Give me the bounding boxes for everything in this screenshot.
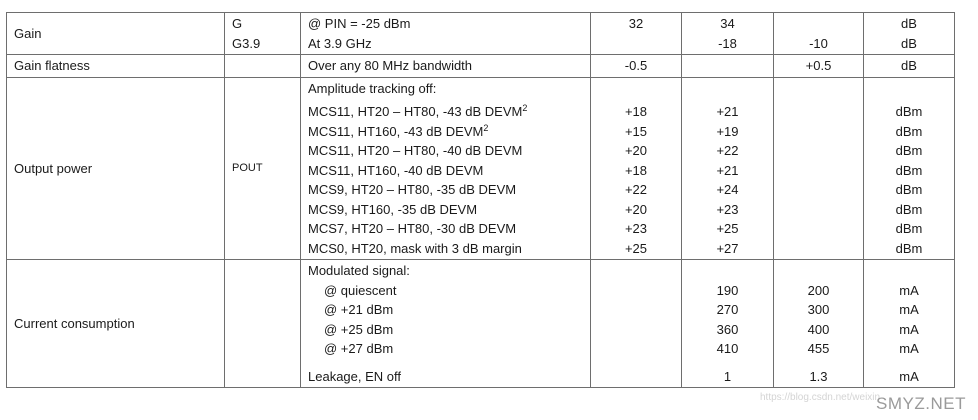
output-power-unit-7: dBm bbox=[895, 240, 923, 256]
current-max-2: 400 bbox=[807, 321, 830, 337]
current-parameter: Current consumption bbox=[7, 260, 225, 388]
current-max-0: 200 bbox=[807, 282, 830, 298]
gain-symbol-g: G bbox=[232, 16, 243, 31]
output-power-typ-2: +22 bbox=[716, 143, 739, 158]
gain-symbol bbox=[225, 13, 301, 55]
footnote-ref: 2 bbox=[483, 122, 489, 133]
current-conditions bbox=[301, 260, 591, 388]
output-power-unit-list bbox=[871, 102, 947, 258]
output-power-row bbox=[7, 77, 955, 260]
output-power-conditions bbox=[301, 77, 591, 260]
current-unit bbox=[864, 260, 955, 388]
output-power-unit-6: dBm bbox=[895, 221, 923, 236]
current-symbol bbox=[225, 260, 301, 388]
output-power-unit-2: dBm bbox=[895, 143, 923, 158]
output-power-unit-0: dBm bbox=[895, 104, 923, 119]
output-power-min-4: +22 bbox=[624, 182, 648, 197]
output-power-min-1: +15 bbox=[624, 123, 648, 139]
output-power-condition-7: MCS0, HT20, mask with 3 dB margin bbox=[308, 240, 522, 256]
current-condition-1: @ +21 dBm bbox=[324, 302, 394, 317]
gain-condition bbox=[301, 13, 591, 55]
output-power-typ-6: +25 bbox=[716, 221, 739, 236]
output-power-unit-3: dBm bbox=[895, 162, 923, 178]
output-power-min bbox=[591, 77, 682, 260]
current-unit-list bbox=[871, 281, 947, 359]
faint-watermark: https://blog.csdn.net/weixin bbox=[760, 392, 881, 403]
output-power-min-list bbox=[598, 102, 674, 258]
flatness-unit: dB bbox=[864, 55, 955, 78]
current-max bbox=[774, 260, 864, 388]
output-power-parameter: Output power bbox=[7, 77, 225, 260]
current-condition-0: @ quiescent bbox=[324, 282, 397, 298]
gain-typ-0: 34 bbox=[720, 16, 735, 31]
current-unit-0: mA bbox=[899, 282, 919, 298]
gain-unit-1: dB bbox=[901, 35, 917, 51]
output-power-condition-2: MCS11, HT20 – HT80, -40 dB DEVM bbox=[308, 143, 523, 158]
current-unit-1: mA bbox=[899, 302, 919, 317]
output-power-unit-5: dBm bbox=[895, 201, 923, 217]
current-unit-3: mA bbox=[899, 341, 919, 356]
leakage-typ: 1 bbox=[723, 368, 732, 384]
flatness-max: +0.5 bbox=[774, 55, 864, 78]
output-power-condition-0: MCS11, HT20 – HT80, -43 dB DEVM$^2$ bbox=[308, 103, 528, 119]
gain-min-0: 32 bbox=[628, 16, 644, 31]
output-power-condition-5: MCS9, HT160, -35 dB DEVM bbox=[308, 201, 478, 217]
gain-max bbox=[774, 13, 864, 55]
output-power-min-6: +23 bbox=[624, 221, 648, 236]
gain-unit bbox=[864, 13, 955, 55]
flatness-symbol bbox=[225, 55, 301, 78]
current-max-1: 300 bbox=[807, 302, 830, 317]
spec-table bbox=[6, 12, 955, 388]
output-power-condition-4: MCS9, HT20 – HT80, -35 dB DEVM bbox=[308, 182, 517, 197]
output-power-typ-4: +24 bbox=[716, 182, 739, 197]
gain-parameter: Gain bbox=[7, 13, 225, 55]
gain-typ bbox=[682, 13, 774, 55]
current-typ bbox=[682, 260, 774, 388]
gain-max-0 bbox=[781, 14, 856, 34]
gain-row bbox=[7, 13, 955, 55]
output-power-min-0: +18 bbox=[624, 104, 648, 119]
gain-typ-1: -18 bbox=[718, 35, 737, 51]
flatness-typ bbox=[682, 55, 774, 78]
output-power-condition-6: MCS7, HT20 – HT80, -30 dB DEVM bbox=[308, 221, 517, 236]
current-typ-0: 190 bbox=[716, 282, 739, 298]
flatness-condition: Over any 80 MHz bandwidth bbox=[301, 55, 591, 78]
current-min bbox=[591, 260, 682, 388]
output-power-condition-1: MCS11, HT160, -43 dB DEVM$^2$ bbox=[308, 122, 489, 139]
leakage-unit: mA bbox=[899, 368, 919, 384]
footnote-ref: 2 bbox=[522, 103, 528, 113]
output-power-typ-0: +21 bbox=[716, 104, 739, 119]
output-power-max bbox=[774, 77, 864, 260]
output-power-min-5: +20 bbox=[624, 201, 648, 217]
output-power-unit-1: dBm bbox=[895, 123, 923, 139]
current-max-list bbox=[781, 281, 856, 359]
current-unit-2: mA bbox=[899, 321, 919, 337]
output-power-condition-list bbox=[308, 102, 583, 258]
current-condition-3: @ +27 dBm bbox=[324, 341, 394, 356]
current-typ-list bbox=[689, 281, 766, 359]
output-power-typ-7: +27 bbox=[716, 240, 739, 256]
output-power-unit-4: dBm bbox=[895, 182, 923, 197]
leakage-max: 1.3 bbox=[809, 368, 828, 384]
gain-unit-0: dB bbox=[901, 16, 917, 31]
output-power-typ-5: +23 bbox=[716, 201, 739, 217]
output-power-min-2: +20 bbox=[624, 143, 648, 158]
current-max-3: 455 bbox=[807, 341, 830, 356]
output-power-min-7: +25 bbox=[624, 240, 648, 256]
flatness-parameter: Gain flatness bbox=[7, 55, 225, 78]
current-typ-2: 360 bbox=[716, 321, 739, 337]
site-watermark: SMYZ.NET bbox=[876, 394, 966, 413]
gain-min bbox=[591, 13, 682, 55]
output-power-typ-list bbox=[689, 102, 766, 258]
output-power-typ bbox=[682, 77, 774, 260]
gain-condition-39: At 3.9 GHz bbox=[308, 35, 372, 51]
current-typ-3: 410 bbox=[716, 341, 739, 356]
flatness-row bbox=[7, 55, 955, 78]
output-power-typ-3: +21 bbox=[716, 162, 739, 178]
gain-symbol-g39: G3.9 bbox=[232, 35, 261, 51]
output-power-typ-1: +19 bbox=[716, 123, 739, 139]
flatness-min: -0.5 bbox=[591, 55, 682, 78]
output-power-min-3: +18 bbox=[624, 162, 648, 178]
output-power-unit bbox=[864, 77, 955, 260]
current-condition-list bbox=[308, 281, 583, 359]
output-power-condition-3: MCS11, HT160, -40 dB DEVM bbox=[308, 162, 484, 178]
gain-max-1: -10 bbox=[809, 35, 828, 51]
output-power-symbol: POUT bbox=[225, 77, 301, 260]
gain-condition-pin: @ PIN = -25 dBm bbox=[308, 16, 411, 31]
leakage-condition: Leakage, EN off bbox=[308, 368, 401, 384]
current-heading: Modulated signal: bbox=[308, 263, 410, 278]
current-condition-2: @ +25 dBm bbox=[324, 321, 394, 337]
output-power-heading: Amplitude tracking off: bbox=[308, 80, 437, 96]
current-row bbox=[7, 260, 955, 388]
current-typ-1: 270 bbox=[716, 302, 739, 317]
